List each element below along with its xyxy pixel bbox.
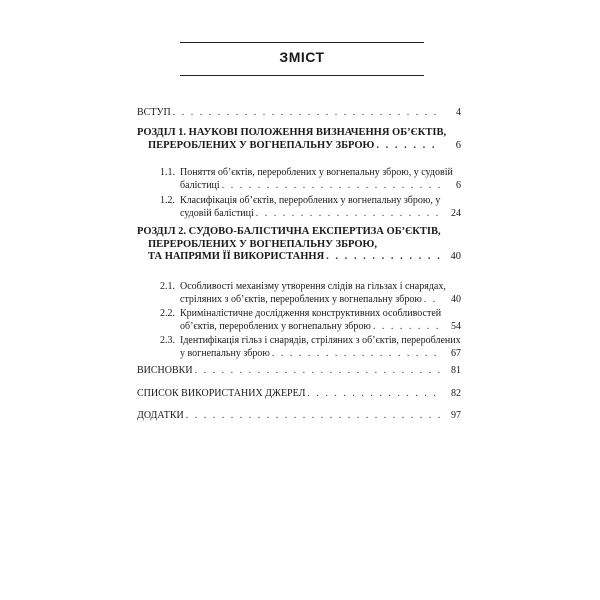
toc-page-number: 6: [455, 139, 461, 151]
leader-dots: [373, 321, 441, 334]
toc-entry-title-cont: об’єктів, перероблених у вогнепальну зброю: [180, 320, 371, 332]
toc-entry-title: РОЗДІЛ 2. СУДОВО-БАЛІСТИЧНА ЕКСПЕРТИЗА ОБ’ЄКТІВ,: [137, 226, 441, 237]
toc-page-number: 24: [451, 207, 461, 219]
leader-dots: [376, 140, 441, 153]
section-number: 1.2.: [160, 195, 175, 206]
toc-page-number: 54: [451, 320, 461, 332]
toc-entry-title: ВСТУП: [137, 107, 171, 118]
section-number: 2.1.: [160, 281, 175, 292]
toc-entry-title: Криміналістичне дослідження конструктивних особливостей: [180, 308, 442, 319]
toc-entry-section-1-1: [160, 167, 461, 192]
toc-entry-section-2-3: [160, 335, 461, 360]
page-title: ЗМІСТ: [279, 49, 325, 65]
leader-dots: [326, 251, 441, 264]
toc-page-number: 81: [451, 365, 461, 376]
leader-dots: [186, 410, 441, 423]
toc-entry-title-cont: судовій балістиці: [180, 207, 254, 219]
toc-entry-vysnovky: [137, 365, 461, 378]
toc-entry-dzherela: [137, 388, 461, 401]
toc-entry-title-cont: балістиці: [180, 179, 220, 191]
toc-page-number: 67: [451, 347, 461, 359]
toc-entry-title: СПИСОК ВИКОРИСТАНИХ ДЖЕРЕЛ: [137, 388, 306, 399]
toc-entry-title: ДОДАТКИ: [137, 410, 184, 421]
leader-dots: [424, 294, 441, 307]
leader-dots: [195, 365, 441, 378]
leader-dots: [272, 348, 441, 361]
toc-entry-title-cont: стріляних з об’єктів, перероблених у вогнепальну зброю: [180, 293, 422, 305]
toc-entry-title: Поняття об’єктів, перероблених у вогнепальну зброю, у судовій: [180, 167, 453, 178]
toc-entry-title: ВИСНОВКИ: [137, 365, 193, 376]
toc-page-number: 6: [456, 179, 461, 191]
leader-dots: [256, 208, 441, 221]
toc-entry-vstup: [137, 107, 461, 120]
toc-page-number: 82: [451, 388, 461, 399]
toc-entry-title: Класифікація об’єктів, перероблених у вогнепальну зброю, у: [180, 195, 441, 206]
section-number: 1.1.: [160, 167, 175, 178]
toc-entry-chapter-1: [137, 127, 461, 152]
toc-entry-title: Ідентифікація гільз і снарядів, стріляних з об’єктів, перероблених: [180, 335, 461, 346]
leader-dots: [307, 388, 441, 401]
toc-page-number: 4: [456, 107, 461, 118]
toc-page-number: 40: [450, 251, 461, 262]
section-number: 2.2.: [160, 308, 175, 319]
toc-entry-section-2-1: [160, 281, 461, 306]
toc-entry-section-1-2: [160, 195, 461, 220]
toc-entry-title-cont: ТА НАПРЯМИ ЇЇ ВИКОРИСТАННЯ: [148, 251, 325, 262]
toc-entry-title-cont: у вогнепальну зброю: [180, 347, 270, 359]
toc-entry-dodatky: [137, 410, 461, 423]
toc-page-number: 40: [451, 293, 461, 305]
toc-entry-title-cont: ПЕРЕРОБЛЕНИХ У ВОГНЕПАЛЬНУ ЗБРОЮ: [148, 139, 375, 151]
toc-entry-title: РОЗДІЛ 1. НАУКОВІ ПОЛОЖЕННЯ ВИЗНАЧЕННЯ ОБ’ЄКТІВ,: [137, 127, 447, 138]
toc-entry-section-2-2: [160, 308, 461, 333]
leader-dots: [173, 107, 441, 120]
section-number: 2.3.: [160, 335, 175, 346]
toc-entry-title: Особливості механізму утворення слідів на гільзах і снарядах,: [180, 281, 446, 292]
toc-entry-title-cont: ПЕРЕРОБЛЕНИХ У ВОГНЕПАЛЬНУ ЗБРОЮ,: [148, 238, 377, 250]
leader-dots: [222, 180, 441, 193]
toc-page-number: 97: [451, 410, 461, 421]
toc-entry-chapter-2: [137, 226, 461, 264]
